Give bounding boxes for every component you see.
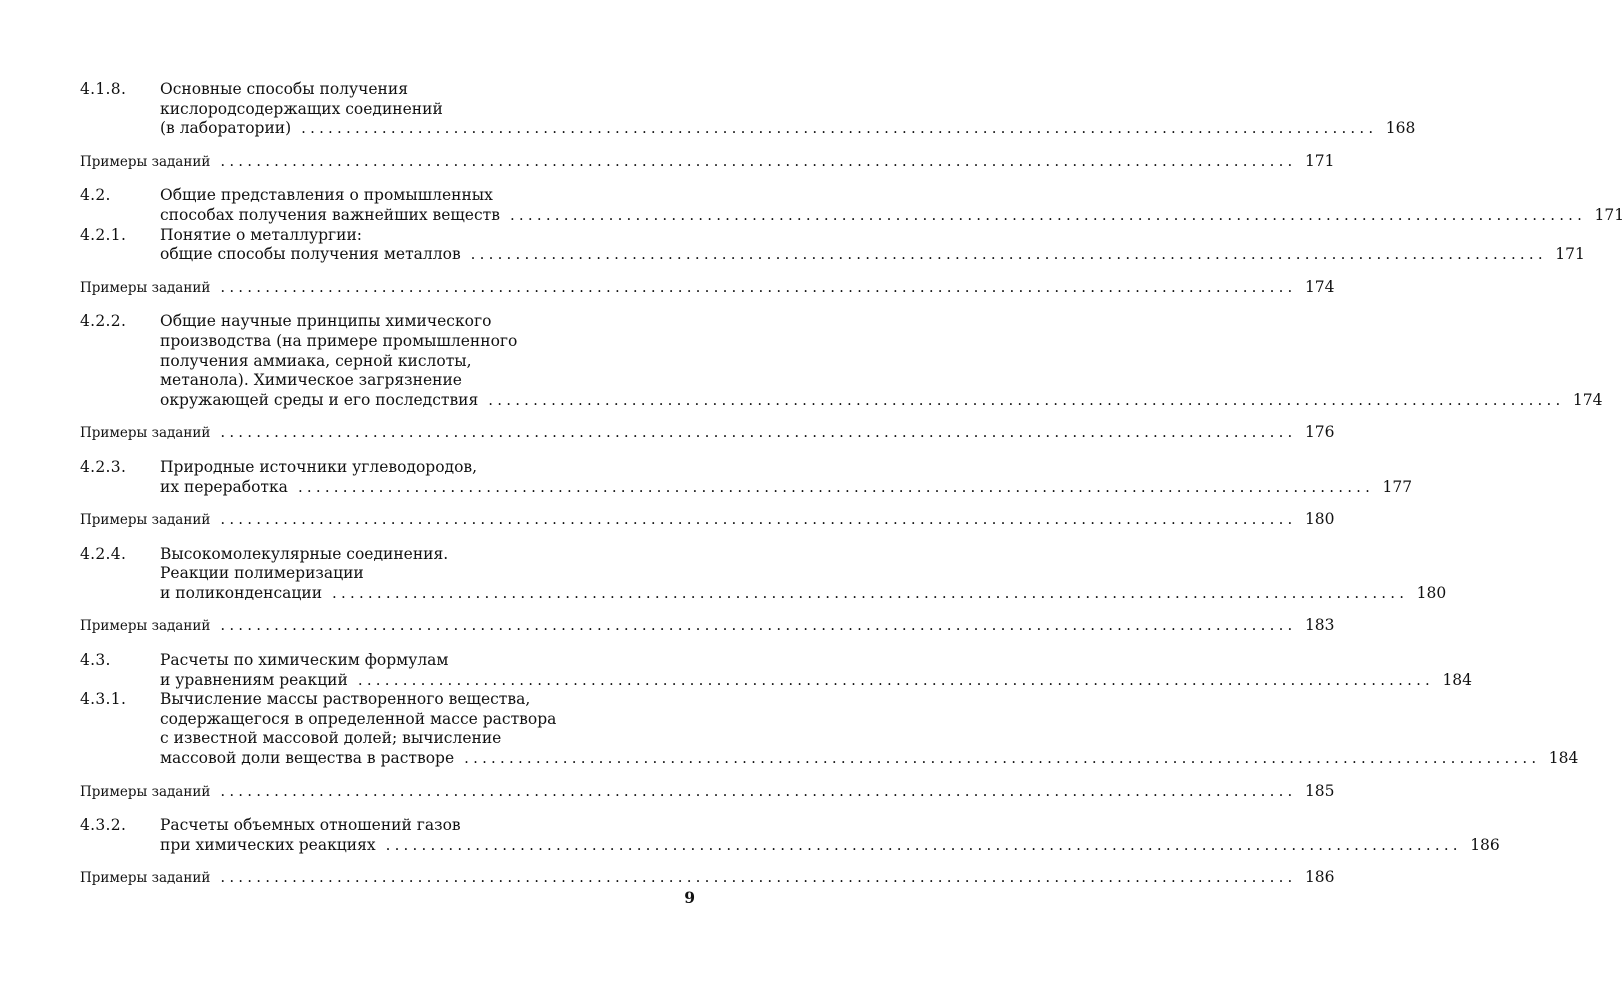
toc-examples-entry xyxy=(80,616,1335,637)
toc-entry-4-2-2 xyxy=(80,312,1603,410)
page-ref: 184 xyxy=(1548,749,1579,768)
examples-label: Примеры заданий xyxy=(80,512,211,529)
toc-examples-entry xyxy=(80,781,1335,803)
dot-leader: ........................................................................................................................ xyxy=(470,245,1547,264)
page-ref: 183 xyxy=(1304,616,1335,635)
page-ref: 177 xyxy=(1382,477,1413,496)
dot-leader: ........................................................................................................................ xyxy=(220,510,1297,529)
dot-leader: ........................................................................................................................ xyxy=(357,670,1435,689)
dot-leader: ........................................................................................................................ xyxy=(509,205,1587,224)
toc-entry-4-3-1 xyxy=(80,690,1579,768)
toc-examples-entry xyxy=(80,510,1335,531)
examples-label: Примеры заданий xyxy=(80,618,211,635)
examples-label: Примеры заданий xyxy=(80,153,211,170)
page-number: 9 xyxy=(684,888,695,907)
entry-title-line: метанола). Химическое загрязнение xyxy=(160,371,462,390)
page-ref: 186 xyxy=(1304,868,1335,887)
entry-title-line: массовой доли вещества в растворе xyxy=(160,749,455,768)
entry-title-line: Высокомолекулярные соединения. xyxy=(160,544,449,563)
entry-title-line: способах получения важнейших веществ xyxy=(160,205,500,224)
entry-title-line: кислородсодержащих соединений xyxy=(160,99,443,118)
entry-title-line: содержащегося в определенной массе раствора xyxy=(160,709,557,728)
toc-examples-entry xyxy=(80,423,1335,444)
entry-title-line: и поликонденсации xyxy=(160,583,323,602)
toc-entry-4-2-3 xyxy=(80,457,1413,497)
toc-examples-entry xyxy=(80,868,1335,889)
entry-title-line: их переработка xyxy=(160,477,288,496)
page-ref: 185 xyxy=(1304,781,1335,800)
examples-label: Примеры заданий xyxy=(80,279,211,296)
page-ref: 180 xyxy=(1304,510,1335,529)
toc-examples-entry xyxy=(80,151,1335,173)
page-ref: 174 xyxy=(1304,277,1335,296)
dot-leader: ........................................................................................................................ xyxy=(220,277,1297,296)
toc-entry-4-2 xyxy=(80,186,1624,225)
entry-title-line: с известной массовой долей; вычисление xyxy=(160,729,502,748)
section-number: 4.3.1. xyxy=(80,690,127,709)
toc-entry-4-3-2 xyxy=(80,816,1500,855)
dot-leader: ........................................................................................................................ xyxy=(220,781,1297,800)
toc-entry-4-2-1 xyxy=(80,225,1585,265)
page-ref: 171 xyxy=(1594,205,1624,224)
section-number: 4.3.2. xyxy=(80,816,127,835)
page-ref: 186 xyxy=(1470,835,1500,854)
entry-title-line: и уравнениям реакций xyxy=(160,670,348,689)
dot-leader: ........................................................................................................................ xyxy=(297,477,1375,496)
table-of-contents xyxy=(80,80,1624,889)
toc-entry-4-2-4 xyxy=(80,544,1447,604)
dot-leader: ........................................................................................................................ xyxy=(488,390,1565,409)
entry-title-line: (в лаборатории) xyxy=(160,119,292,138)
entry-title-line: Расчеты объемных отношений газов xyxy=(160,816,461,835)
section-number: 4.2.2. xyxy=(80,312,127,331)
entry-title-line: Понятие о металлургии: xyxy=(160,225,363,244)
entry-title-line: общие способы получения металлов xyxy=(160,245,461,264)
examples-label: Примеры заданий xyxy=(80,870,211,887)
toc-entry-4-1-8 xyxy=(80,80,1416,139)
entry-title-line: Основные способы получения xyxy=(160,80,408,98)
entry-title-line: получения аммиака, серной кислоты, xyxy=(160,351,472,370)
page-ref: 176 xyxy=(1304,423,1335,442)
section-number: 4.1.8. xyxy=(80,80,127,98)
page-ref: 171 xyxy=(1304,151,1335,170)
page-ref: 174 xyxy=(1572,390,1603,409)
section-number: 4.2.4. xyxy=(80,544,127,563)
entry-title-line: Расчеты по химическим формулам xyxy=(160,651,449,670)
dot-leader: ........................................................................................................................ xyxy=(464,749,1541,768)
dot-leader: ........................................................................................................................ xyxy=(220,151,1297,170)
dot-leader: ........................................................................................................................ xyxy=(301,119,1378,138)
entry-title-line: окружающей среды и его последствия xyxy=(160,390,479,409)
dot-leader: ........................................................................................................................ xyxy=(220,423,1297,442)
section-number: 4.3. xyxy=(80,651,111,670)
page-ref: 168 xyxy=(1385,119,1416,138)
entry-title-line: Реакции полимеризации xyxy=(160,564,364,583)
dot-leader: ........................................................................................................................ xyxy=(385,835,1462,854)
examples-label: Примеры заданий xyxy=(80,783,211,800)
toc-examples-entry xyxy=(80,277,1335,299)
page-ref: 171 xyxy=(1555,245,1585,264)
dot-leader: ........................................................................................................................ xyxy=(220,616,1297,635)
entry-title-line: при химических реакциях xyxy=(160,835,376,854)
dot-leader: ........................................................................................................................ xyxy=(332,583,1409,602)
section-number: 4.2.3. xyxy=(80,457,127,476)
examples-label: Примеры заданий xyxy=(80,425,211,442)
entry-title-line: Вычисление массы растворенного вещества, xyxy=(160,690,531,709)
section-number: 4.2.1. xyxy=(80,225,127,244)
entry-title-line: Природные источники углеводородов, xyxy=(160,457,478,476)
page-ref: 180 xyxy=(1416,583,1447,602)
page-ref: 184 xyxy=(1442,670,1473,689)
dot-leader: ........................................................................................................................ xyxy=(220,868,1297,887)
entry-title-line: производства (на примере промышленного xyxy=(160,331,518,350)
entry-title-line: Общие представления о промышленных xyxy=(160,186,493,205)
entry-title-line: Общие научные принципы химического xyxy=(160,312,492,331)
section-number: 4.2. xyxy=(80,186,111,205)
toc-entry-4-3 xyxy=(80,651,1473,690)
